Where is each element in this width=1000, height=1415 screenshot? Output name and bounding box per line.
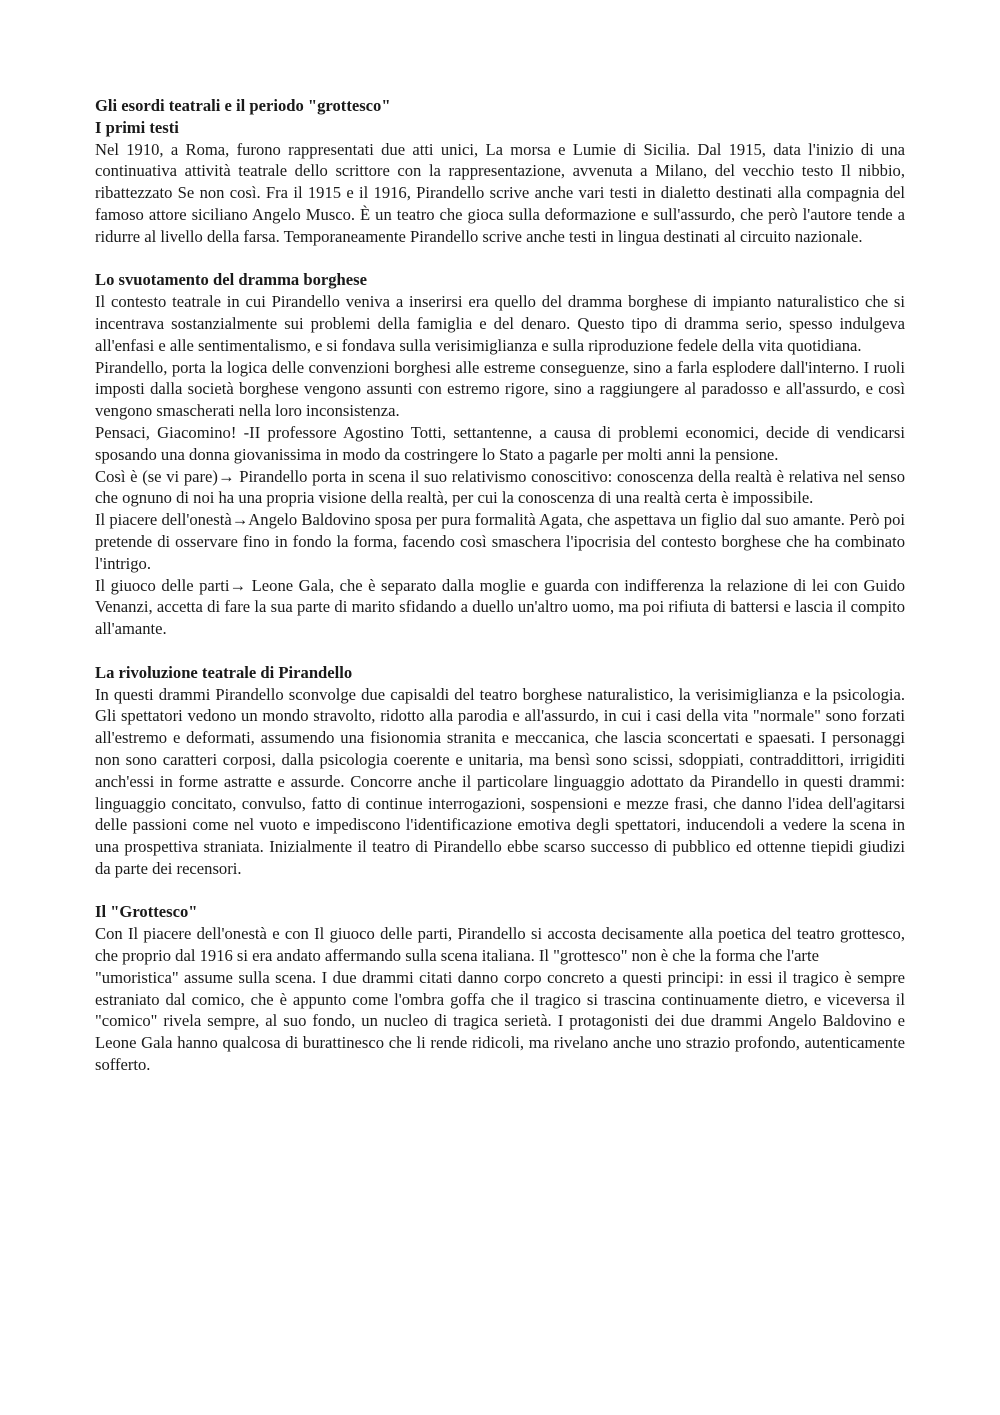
- section-title-esordi: Gli esordi teatrali e il periodo "grottesco": [95, 96, 391, 115]
- paragraph-grottesco-a: Con Il piacere dell'onestà e con Il giuoco delle parti, Pirandello si accosta decisamente alla poetica del teatro grottesco, che proprio dal 1916 si era andato affermando sulla scena italiana. Il "grottesco" non è che la forma che l'arte: [95, 924, 905, 966]
- document-page: [95, 95, 905, 1076]
- paragraph-pensaci-giacomino: Pensaci, Giacomino! -II professore Agostino Totti, settantenne, a causa di problemi economici, decide di vendicarsi sposando una donna giovanissima in modo da costringere lo Stato a pagarle per molti anni la pensione.: [95, 422, 905, 464]
- paragraph-cosi-e: Così è (se vi pare)→ Pirandello porta in scena il suo relativismo conoscitivo: conoscenza della realtà è relativa nel senso che ognuno di noi ha una propria visione della realtà, per cui la conoscenza di una realtà certa è impossibile.: [95, 466, 905, 508]
- paragraph-logica-convenzioni: Pirandello, porta la logica delle convenzioni borghesi alle estreme conseguenze, sino a farla esplodere dall'interno. I ruoli imposti dalla società borghese vengono assunti con estremo rigore, sino a raggiungere al paradosso e all'assurdo, e così vengono smascherati nella loro inconsistenza.: [95, 357, 905, 421]
- subsection-title-primi-testi: I primi testi: [95, 117, 179, 137]
- section-title-rivoluzione: La rivoluzione teatrale di Pirandello: [95, 662, 353, 682]
- paragraph-spacer: [95, 248, 905, 270]
- paragraph-giuoco-parti: Il giuoco delle parti→ Leone Gala, che è separato dalla moglie e guarda con indifferenza la relazione di lei con Guido Venanzi, accetta di fare la sua parte di marito sfidando a duello un'altro uomo, ma poi rifiuta di battersi e lascia il compito all'amante.: [95, 575, 905, 639]
- paragraph-piacere-onesta: Il piacere dell'onestà→Angelo Baldovino sposa per pura formalità Agata, che aspettava un figlio dal suo amante. Però poi pretende di osservare fino in fondo la forma, facendo così smaschera l'ipocrisia del contesto borghese che ha combinato l'intrigo.: [95, 510, 905, 573]
- section-title-grottesco: Il "Grottesco": [95, 902, 198, 922]
- section-title-svuotamento: Lo svuotamento del dramma borghese: [95, 270, 367, 290]
- paragraph-spacer: [95, 640, 905, 662]
- paragraph-rivoluzione: In questi drammi Pirandello sconvolge due capisaldi del teatro borghese naturalistico, la verisimiglianza e la psicologia. Gli spettatori vedono un mondo stravolto, ridotto alla parodia e all'assurdo, in cui i casi della vita "normale" sono forzati all'estremo e deformati, assumendo una fisionomia stranita e meccanica, che lascia sconcertati e spaesati. I personaggi non sono caratteri corposi, dalla psicologia coerente e unitaria, ma bensì sono scissi, sdoppiati, contraddittori, irrigiditi anch'essi in forme astratte e assurde. Concorre anche il particolare linguaggio adottato da Pirandello in questi drammi: linguaggio concitato, convulso, fatto di continue interrogazioni, sospensioni e mezze frasi, che danno l'idea dell'agitarsi delle passioni come nel vuoto e impediscono l'identificazione emotiva degli spettatori, inducendoli a vedere la scena in una prospettiva straniata. Inizialmente il teatro di Pirandello ebbe scarso successo di pubblico ed ottenne tiepidi giudizi da parte dei recensori.: [95, 684, 905, 878]
- paragraph-grottesco-b: "umoristica" assume sulla scena. I due drammi citati danno corpo concreto a questi principi: in essi il tragico è sempre estraniato dal comico, che è appunto come l'ombra goffa che il tragico si trascina continuamente dietro, e viceversa il "comico" rivela sempre, al suo fondo, un nucleo di tragica serietà. I protagonisti dei due drammi Angelo Baldovino e Leone Gala hanno qualcosa di burattinesco che li rende ridicoli, ma rivelano anche uno strazio profondo, autenticamente sofferto.: [95, 967, 905, 1075]
- paragraph-contesto-teatrale: Il contesto teatrale in cui Pirandello veniva a inserirsi era quello del dramma borghese di impianto naturalistico che si incentrava sostanzialmente sui problemi della famiglia e del denaro. Questo tipo di dramma serio, spesso indulgeva all'enfasi e alle sentimentalismo, e si fondava sulla verisimiglianza e sulla riproduzione fedele della vita quotidiana.: [95, 292, 905, 355]
- paragraph-primi-testi: Nel 1910, a Roma, furono rappresentati due atti unici, La morsa e Lumie di Sicilia. Dal 1915, data l'inizio di una continuativa attività teatrale dello scrittore con la rappresentazione, avvenuta a Milano, del vecchio testo Il nibbio, ribattezzato Se non così. Fra il 1915 e il 1916, Pirandello scrive anche vari testi in dialetto destinati alla compagnia del famoso attore siciliano Angelo Musco. È un teatro che gioca sulla deformazione e sull'assurdo, che però l'autore tende a ridurre al livello della farsa. Temporaneamente Pirandello scrive anche testi in lingua destinati al circuito nazionale.: [95, 139, 905, 246]
- paragraph-spacer: [95, 880, 905, 902]
